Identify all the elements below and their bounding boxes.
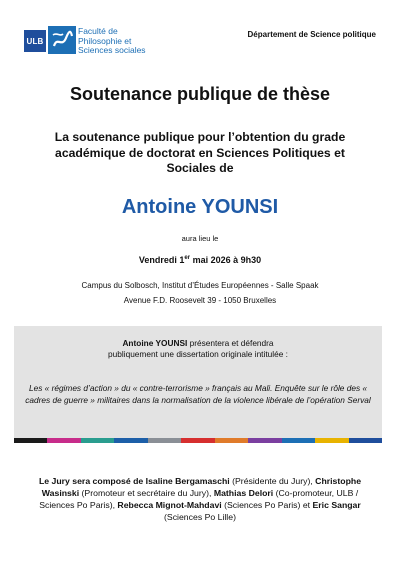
faculty-line: Faculté de: [78, 26, 118, 36]
jury-member-role: (Sciences Po Paris) et: [221, 500, 313, 510]
header: [0, 0, 400, 58]
faculty-line: Sciences sociales: [78, 45, 146, 55]
candidate-name: Antoine YOUNSI: [121, 196, 279, 218]
venue-line-2: Avenue F.D. Roosevelt 39 - 1050 Bruxelles: [123, 296, 277, 305]
ulb-logo-text: ULB: [26, 36, 44, 46]
venue: [0, 278, 400, 308]
jury-composition: [26, 475, 374, 523]
ulb-logo: [24, 30, 46, 52]
jury-member-role: (Présidente du Jury),: [229, 476, 316, 486]
stripe-segment: [282, 438, 315, 443]
stripe-segment: [248, 438, 281, 443]
jury-member-name: Eric Sangar: [312, 500, 361, 510]
faculty-name: [78, 27, 146, 56]
aura-lieu-text: aura lieu le: [181, 234, 219, 243]
thesis-box: [14, 326, 382, 438]
jury-member-name: Rebecca Mignot-Mahdavi: [117, 500, 222, 510]
intro-text: La soutenance publique pour l’obtention du grade académique de doctorat en Sciences Politiques et Sociales de: [54, 130, 346, 175]
jury-member-role: (Promoteur et secrétaire du Jury),: [79, 488, 214, 498]
stripe-segment: [148, 438, 181, 443]
jury-member-role: (Sciences Po Lille): [164, 512, 236, 522]
department-name: Département de Science politique: [247, 30, 376, 39]
faculty-logo-icon: [48, 26, 76, 54]
jury-intro: Le Jury sera composé de: [38, 476, 146, 486]
jury-member-role: (Co-promoteur, ULB / Sciences Po Paris),: [39, 488, 359, 510]
date-prefix: Vendredi 1: [138, 255, 185, 265]
stripe-segment: [315, 438, 348, 443]
defense-date: [0, 255, 400, 265]
stripe-segment: [14, 438, 47, 443]
stripe-segment: [215, 438, 248, 443]
jury-member-name: Isaline Bergamaschi: [145, 476, 230, 486]
date-sup: er: [184, 255, 191, 261]
date-suffix: mai 2026 à 9h30: [190, 255, 262, 265]
main-title: Soutenance publique de thèse: [69, 84, 331, 104]
stripe-segment: [349, 438, 382, 443]
announcement-text-2: publiquement une dissertation originale intitulée :: [108, 349, 288, 359]
announcement-name: Antoine YOUNSI: [122, 338, 188, 348]
stripe-segment: [47, 438, 80, 443]
announcement-text-1: présentera et défendra: [187, 338, 274, 348]
stripe-segment: [114, 438, 147, 443]
announcement: [14, 338, 382, 360]
jury-member-name: Christophe Wasinski: [41, 476, 362, 498]
stripe-segment: [81, 438, 114, 443]
venue-line-1: Campus du Solbosch, Institut d’Études Européennes - Salle Spaak: [81, 281, 319, 290]
jury-member-name: Mathias Delori: [213, 488, 274, 498]
faculty-line: Philosophie et: [78, 35, 132, 46]
stripe-segment: [181, 438, 214, 443]
color-stripe: [14, 438, 382, 443]
thesis-title: Les « régimes d’action » du « contre-terrorisme » français au Mali. Enquête sur le rôle des « cadres de guerre » militaires dans la normalisation de la violence libérale de l’opération Serval: [25, 383, 371, 405]
